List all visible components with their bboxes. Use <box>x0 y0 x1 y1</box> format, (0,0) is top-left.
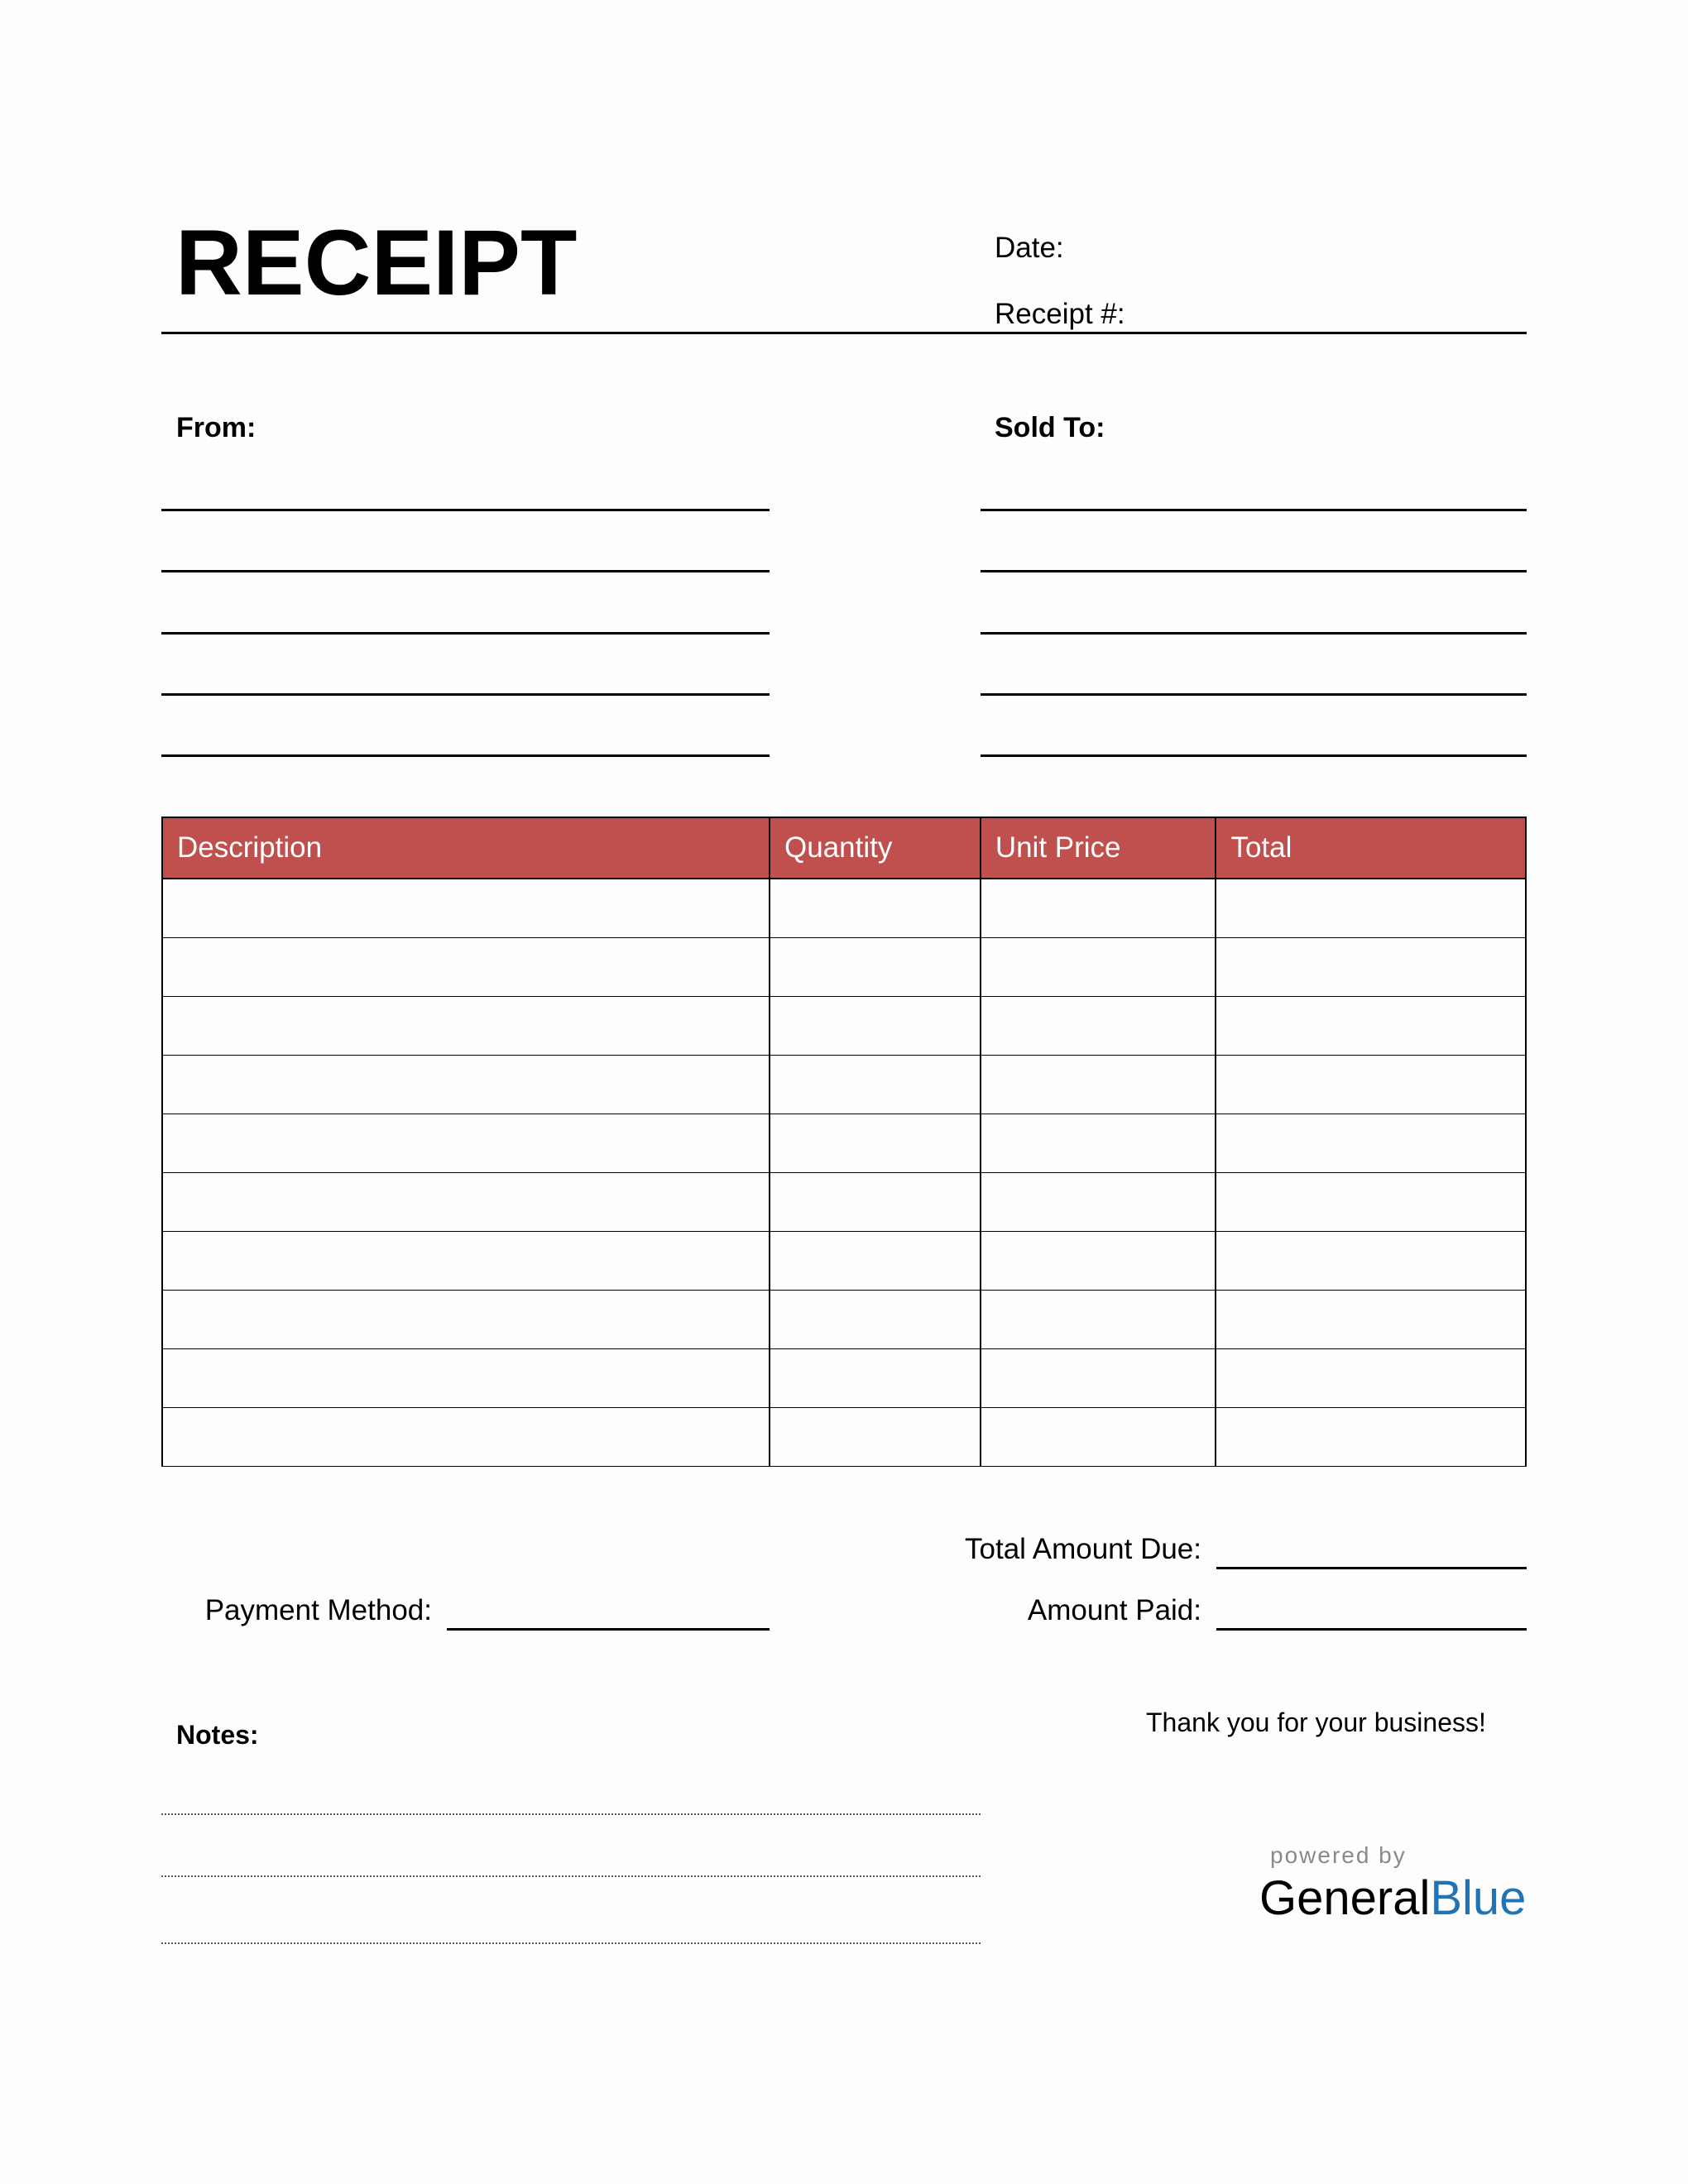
sold-to-line-4[interactable] <box>981 693 1527 696</box>
unit-price-cell[interactable] <box>981 1056 1216 1114</box>
sold-to-line-3[interactable] <box>981 632 1527 635</box>
quantity-cell[interactable] <box>770 997 981 1056</box>
total-cell[interactable] <box>1216 1232 1526 1291</box>
unit-price-cell[interactable] <box>981 1173 1216 1232</box>
sold-to-line-5[interactable] <box>981 754 1527 757</box>
sold-to-line-2[interactable] <box>981 570 1527 572</box>
column-header-unit-price: Unit Price <box>981 817 1216 879</box>
receipt-number-label: Receipt #: <box>995 298 1125 330</box>
date-label: Date: <box>995 232 1064 264</box>
description-cell[interactable] <box>162 1349 770 1408</box>
description-cell[interactable] <box>162 1232 770 1291</box>
total-cell[interactable] <box>1216 997 1526 1056</box>
from-line-3[interactable] <box>161 632 770 635</box>
unit-price-cell[interactable] <box>981 1349 1216 1408</box>
from-line-2[interactable] <box>161 570 770 572</box>
quantity-cell[interactable] <box>770 1056 981 1114</box>
description-cell[interactable] <box>162 879 770 938</box>
payment-method-label: Payment Method: <box>204 1594 432 1626</box>
unit-price-cell[interactable] <box>981 1114 1216 1173</box>
page-title: RECEIPT <box>175 211 578 314</box>
table-row <box>162 997 1526 1056</box>
total-cell[interactable] <box>1216 879 1526 938</box>
total-cell[interactable] <box>1216 1056 1526 1114</box>
table-row <box>162 879 1526 938</box>
description-cell[interactable] <box>162 1173 770 1232</box>
column-header-total: Total <box>1216 817 1526 879</box>
from-line-4[interactable] <box>161 693 770 696</box>
table-row <box>162 1173 1526 1232</box>
total-amount-due-label: Total Amount Due: <box>965 1533 1201 1565</box>
description-cell[interactable] <box>162 1408 770 1467</box>
table-row <box>162 1114 1526 1173</box>
quantity-cell[interactable] <box>770 1114 981 1173</box>
column-header-quantity: Quantity <box>770 817 981 879</box>
total-cell[interactable] <box>1216 1291 1526 1349</box>
unit-price-cell[interactable] <box>981 879 1216 938</box>
from-label: From: <box>176 412 257 443</box>
total-cell[interactable] <box>1216 1349 1526 1408</box>
total-amount-due-field[interactable] <box>1216 1567 1527 1569</box>
amount-paid-field[interactable] <box>1216 1628 1527 1631</box>
unit-price-cell[interactable] <box>981 938 1216 997</box>
total-cell[interactable] <box>1216 1408 1526 1467</box>
notes-line-3[interactable] <box>161 1942 981 1944</box>
quantity-cell[interactable] <box>770 1291 981 1349</box>
generalblue-logo <box>1259 1871 1527 1925</box>
notes-line-1[interactable] <box>161 1813 981 1815</box>
table-row <box>162 1056 1526 1114</box>
description-cell[interactable] <box>162 1291 770 1349</box>
total-cell[interactable] <box>1216 1173 1526 1232</box>
column-header-description: Description <box>162 817 770 879</box>
unit-price-cell[interactable] <box>981 1408 1216 1467</box>
notes-label: Notes: <box>176 1720 259 1750</box>
quantity-cell[interactable] <box>770 879 981 938</box>
quantity-cell[interactable] <box>770 1408 981 1467</box>
table-header-row <box>162 817 1526 879</box>
table-row <box>162 1291 1526 1349</box>
header-divider <box>161 332 1527 334</box>
thank-you-message: Thank you for your business! <box>1146 1707 1486 1737</box>
items-table <box>161 817 1527 1467</box>
quantity-cell[interactable] <box>770 938 981 997</box>
description-cell[interactable] <box>162 997 770 1056</box>
brand-general: General <box>1259 1871 1431 1925</box>
sold-to-label: Sold To: <box>995 412 1105 443</box>
description-cell[interactable] <box>162 938 770 997</box>
quantity-cell[interactable] <box>770 1173 981 1232</box>
unit-price-cell[interactable] <box>981 997 1216 1056</box>
table-row <box>162 1232 1526 1291</box>
amount-paid-label: Amount Paid: <box>1027 1594 1201 1626</box>
total-cell[interactable] <box>1216 938 1526 997</box>
brand-blue: Blue <box>1430 1871 1527 1925</box>
payment-method-field[interactable] <box>447 1628 770 1631</box>
description-cell[interactable] <box>162 1056 770 1114</box>
quantity-cell[interactable] <box>770 1349 981 1408</box>
table-row <box>162 1349 1526 1408</box>
quantity-cell[interactable] <box>770 1232 981 1291</box>
table-row <box>162 938 1526 997</box>
from-line-5[interactable] <box>161 754 770 757</box>
notes-line-2[interactable] <box>161 1875 981 1877</box>
from-line-1[interactable] <box>161 509 770 511</box>
powered-by-text: powered by <box>1270 1842 1407 1868</box>
unit-price-cell[interactable] <box>981 1291 1216 1349</box>
table-row <box>162 1408 1526 1467</box>
description-cell[interactable] <box>162 1114 770 1173</box>
total-cell[interactable] <box>1216 1114 1526 1173</box>
unit-price-cell[interactable] <box>981 1232 1216 1291</box>
sold-to-line-1[interactable] <box>981 509 1527 511</box>
